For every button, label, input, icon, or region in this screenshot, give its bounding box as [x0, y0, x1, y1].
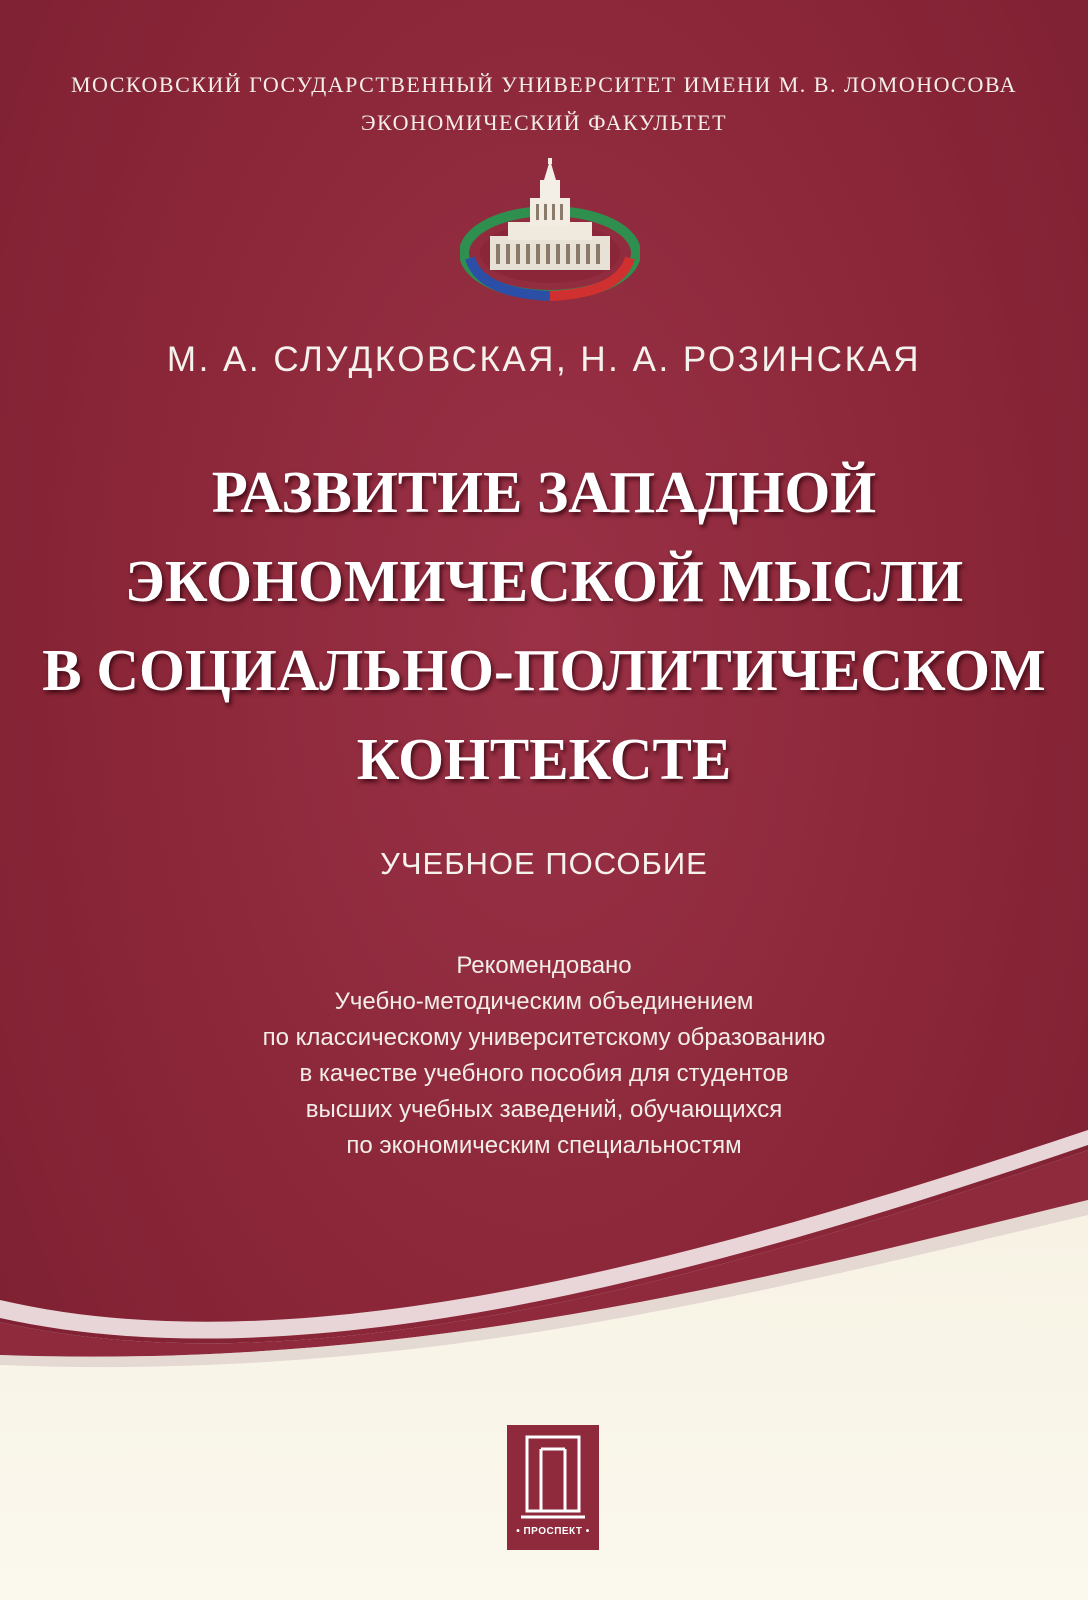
recommendation-line: Рекомендовано	[456, 952, 632, 979]
faculty-name: ЭКОНОМИЧЕСКИЙ ФАКУЛЬТЕТ	[360, 110, 728, 135]
recommendation-line: Учебно-методическим объединением	[334, 988, 754, 1015]
recommendation-line: высших учебных заведений, обучающихся	[305, 1096, 783, 1123]
recommendation-line: по классическому университетскому образованию	[262, 1024, 826, 1051]
title-line: РАЗВИТИЕ ЗАПАДНОЙ	[211, 459, 877, 525]
authors: М. А. СЛУДКОВСКАЯ, Н. А. РОЗИНСКАЯ	[166, 340, 922, 379]
book-subtitle: УЧЕБНОЕ ПОСОБИЕ	[380, 846, 708, 881]
title-line: ЭКОНОМИЧЕСКОЙ МЫСЛИ	[124, 548, 964, 614]
title-line: В СОЦИАЛЬНО-ПОЛИТИЧЕСКОМ	[42, 637, 1046, 703]
title-line: КОНТЕКСТЕ	[356, 726, 732, 792]
recommendation-line: по экономическим специальностям	[346, 1132, 742, 1159]
university-name: МОСКОВСКИЙ ГОСУДАРСТВЕННЫЙ УНИВЕРСИТЕТ ИМЕНИ М. В. ЛОМОНОСОВА	[70, 72, 1018, 97]
recommendation-line: в качестве учебного пособия для студентов	[299, 1060, 789, 1087]
publisher-name: • ПРОСПЕКТ •	[516, 1526, 590, 1537]
